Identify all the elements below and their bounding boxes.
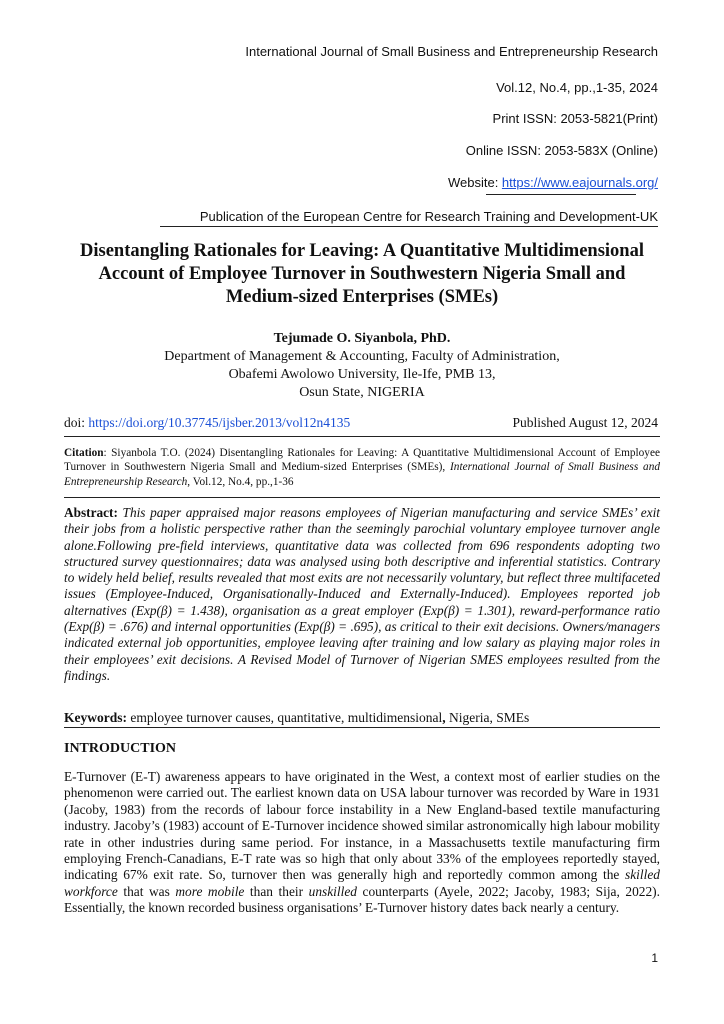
intro-text-3: than their [244, 883, 309, 899]
website-link[interactable]: https://www.eajournals.org/ [501, 175, 658, 190]
author-affiliation-1: Department of Management & Accounting, Faculty of Administration, [164, 349, 560, 364]
doi-label: doi: [64, 415, 89, 430]
publisher-line: Publication of the European Centre for Research Training and Development-UK [199, 209, 658, 224]
keywords-part1: employee turnover causes, quantitative, multidimensional [127, 710, 443, 725]
doi-divider [64, 436, 660, 437]
citation-divider [64, 497, 660, 498]
abstract-block [64, 505, 660, 684]
author-affiliation-2: Obafemi Awolowo University, Ile-Ife, PMB 13, [228, 367, 496, 382]
citation-tail: , Vol.12, No.4, pp.,1-36 [187, 475, 294, 488]
citation-journal: International Journal of Small Business and Entrepreneurship Research [64, 461, 660, 488]
abstract-text: This paper appraised major reasons employees of Nigerian manufacturing and service SMEs’ exit their jobs from a holistic perspective rather than the seemingly parochial voluntary employee turnover angle alone.Following pre-field interviews, quantitative data was collected from 696 respondents adopting two structured survey questionnaires; data was analysed using both descriptive and inferential statistics. Contrary to widely held belief, results revealed that most exits are not necessarily voluntary, but reflect three multifaceted issues (Employee-Induced, Organisationally-Induced and Externally-Induced). Employees reported job alternatives (Exp(β) = 1.438), organisation as a great employer (Exp(β) = 1.301), reward-performance ratio (Exp(β) = .676) and internal opportunities (Exp(β) = .695), as critical to their exit decisions. Owners/managers indicated external job opportunities, employee leaving after training and low salary as playing major roles in their employees’ exit decisions. A Revised Model of Turnover of Nigerian SMES employees resulted from the findings. [64, 505, 660, 683]
author-affiliation-3: Osun State, NIGERIA [299, 385, 425, 400]
print-issn: Print ISSN: 2053-5821(Print) [492, 111, 658, 126]
online-issn: Online ISSN: 2053-583X (Online) [465, 143, 658, 158]
introduction-paragraph [64, 769, 660, 917]
volume-info: Vol.12, No.4, pp.,1-35, 2024 [496, 80, 658, 95]
keywords-block [64, 710, 660, 726]
keywords-part2: Nigeria, SMEs [445, 710, 530, 725]
doi-line [64, 415, 350, 431]
page-number: 1 [651, 951, 658, 965]
journal-name: International Journal of Small Business and Entrepreneurship Research [245, 44, 658, 59]
intro-text-4: counterparts (Ayele, 2022; Jacoby, 1983; Sija, 2022). Essentially, the known recorded business organisations’ E-Turnover history dates back nearly a century. [64, 883, 660, 916]
keywords-separator: , [442, 710, 446, 725]
paper-title: Disentangling Rationales for Leaving: A Quantitative Multidimensional Account of Employee Turnover in Southwestern Nigeria Small and Medium-sized Enterprises (SMEs) [80, 241, 644, 307]
intro-text-1: E-Turnover (E-T) awareness appears to have originated in the West, a context most of earlier studies on the phenomenon were carried out. The earliest known data on USA labour turnover was recorded by Ware in 1931 (Jacoby, 1983) from the records of labour force instability in a New England-based textile manufacturing industry. Jacoby’s (1983) account of E-Turnover incidence showed similar astronomically high labour mobility rate in other industries during same period. For instance, in a Massachusetts textile manufacturing firm employing French-Canadians, E-T rate was so high that only about 33% of the employees reportedly stayed, indicating 67% exit rate. So, turnover then was generally high and reportedly common among the [64, 769, 660, 883]
website-label: Website: [447, 175, 502, 190]
keywords-label: Keywords: [64, 710, 127, 725]
keywords-divider [64, 727, 660, 728]
website-underline-rule [486, 194, 636, 195]
website-line [448, 175, 658, 190]
intro-italic-2: more mobile [175, 883, 245, 899]
intro-italic-1: skilled workforce [64, 867, 660, 899]
citation-block [64, 446, 660, 489]
intro-italic-3: unskilled [308, 883, 357, 899]
citation-text: : Siyanbola T.O. (2024) Disentangling Rationales for Leaving: A Quantitative Multidimensional Account of Employee Turnover in Southwestern Nigeria Small and Medium-sized Enterprises (SMEs), [64, 447, 660, 474]
author-name: Tejumade O. Siyanbola, PhD. [273, 331, 451, 346]
published-date: Published August 12, 2024 [512, 415, 658, 430]
header-divider [160, 226, 658, 227]
doi-link[interactable]: https://doi.org/10.37745/ijsber.2013/vol12n4135 [88, 415, 351, 430]
introduction-heading: INTRODUCTION [64, 741, 177, 756]
author-block [64, 330, 660, 402]
abstract-label: Abstract: [64, 505, 118, 520]
intro-text-2: that was [117, 883, 176, 899]
citation-label: Citation [64, 447, 104, 459]
